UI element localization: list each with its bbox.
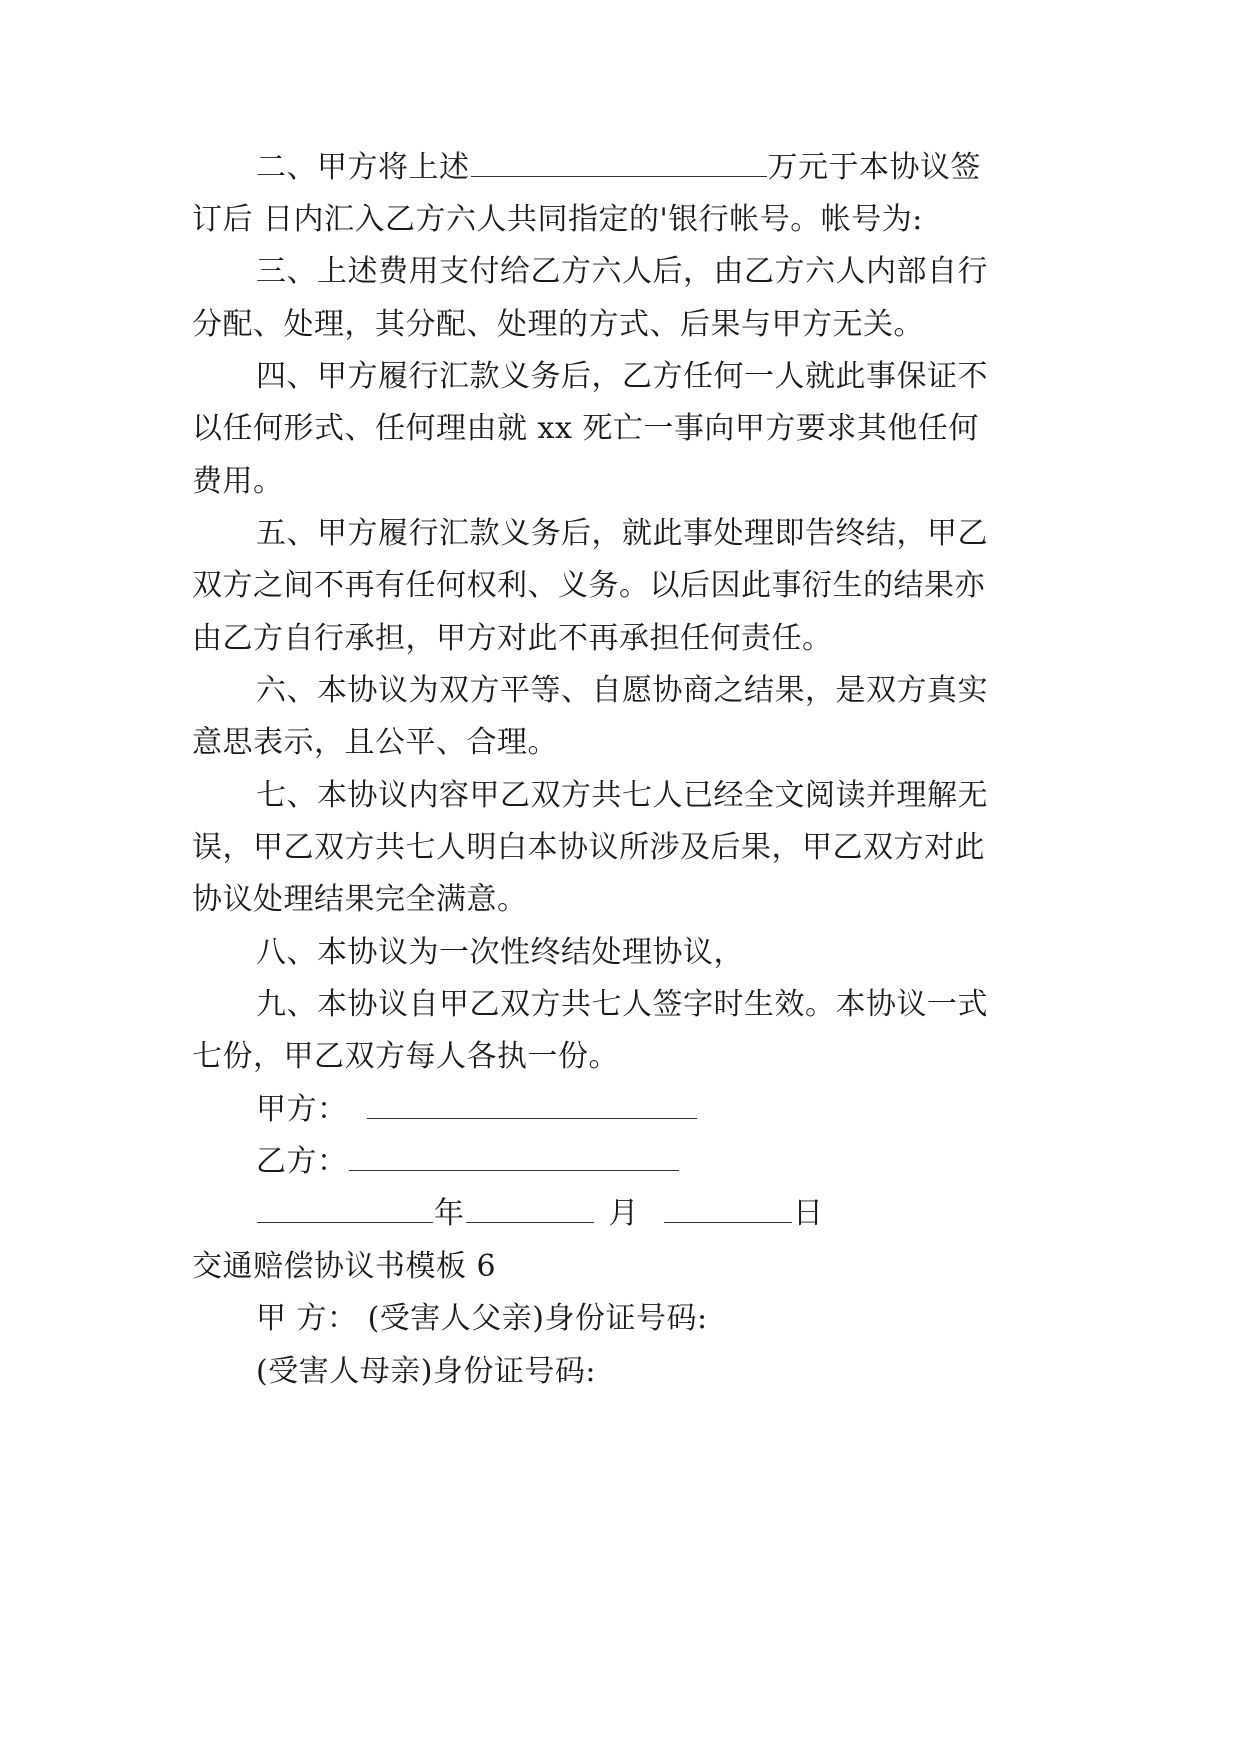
party-a-label: 甲方： xyxy=(256,1092,348,1127)
amount-blank[interactable] xyxy=(471,150,767,177)
clause-3-line-2: 分配、处理，其分配、处理的方式、后果与甲方无关。 xyxy=(192,307,924,342)
party-b-signature-blank[interactable] xyxy=(349,1144,679,1171)
template-6-mother-line: (受害人母亲)身份证号码: xyxy=(256,1354,597,1389)
template-6-title: 交通赔偿协议书模板 6 xyxy=(192,1249,497,1284)
clause-2-prefix: 二、甲方将上述 xyxy=(256,150,470,185)
clause-2-suffix: 万元于本协议签 xyxy=(767,150,981,185)
clause-3-line-1: 三、上述费用支付给乙方六人后，由乙方六人内部自行 xyxy=(256,254,988,289)
clause-5-line-2: 双方之间不再有任何权利、义务。以后因此事衍生的结果亦 xyxy=(192,568,985,603)
clause-6-line-1: 六、本协议为双方平等、自愿协商之结果，是双方真实 xyxy=(256,673,988,708)
party-b-label: 乙方： xyxy=(256,1144,348,1179)
party-a-signature-blank[interactable] xyxy=(367,1092,697,1119)
clause-8-line-1: 八、本协议为一次性终结处理协议， xyxy=(256,935,744,970)
clause-7-line-3: 协议处理结果完全满意。 xyxy=(192,882,528,917)
clause-2-line-2: 订后 日内汇入乙方六人共同指定的'银行帐号。帐号为: xyxy=(192,202,923,237)
clause-4-line-1: 四、甲方履行汇款义务后，乙方任何一人就此事保证不 xyxy=(256,359,988,394)
clause-5-line-1: 五、甲方履行汇款义务后，就此事处理即告终结，甲乙 xyxy=(256,516,988,551)
clause-7-line-2: 误，甲乙双方共七人明白本协议所涉及后果，甲乙双方对此 xyxy=(192,830,985,865)
template-6-party-a-line: 甲 方： (受害人父亲)身份证号码: xyxy=(256,1301,708,1336)
year-label: 年 xyxy=(434,1196,465,1231)
clause-5-line-3: 由乙方自行承担，甲方对此不再承担任何责任。 xyxy=(192,621,833,656)
party-a-signature-row xyxy=(256,1090,698,1130)
month-blank[interactable] xyxy=(466,1196,594,1223)
day-label: 日 xyxy=(793,1196,824,1231)
year-blank[interactable] xyxy=(257,1196,433,1223)
clause-6-line-2: 意思表示，且公平、合理。 xyxy=(192,725,558,760)
clause-7-line-1: 七、本协议内容甲乙双方共七人已经全文阅读并理解无 xyxy=(256,778,988,813)
month-label: 月 xyxy=(608,1196,639,1231)
party-b-signature-row xyxy=(256,1142,680,1182)
day-blank[interactable] xyxy=(664,1196,792,1223)
clause-2-line-1 xyxy=(256,148,981,188)
clause-9-line-1: 九、本协议自甲乙双方共七人签字时生效。本协议一式 xyxy=(256,987,988,1022)
clause-9-line-2: 七份，甲乙双方每人各执一份。 xyxy=(192,1039,619,1074)
clause-4-line-2: 以任何形式、任何理由就 xx 死亡一事向甲方要求其他任何 xyxy=(192,411,979,446)
clause-4-line-3: 费用。 xyxy=(192,464,284,499)
date-row xyxy=(256,1194,824,1234)
